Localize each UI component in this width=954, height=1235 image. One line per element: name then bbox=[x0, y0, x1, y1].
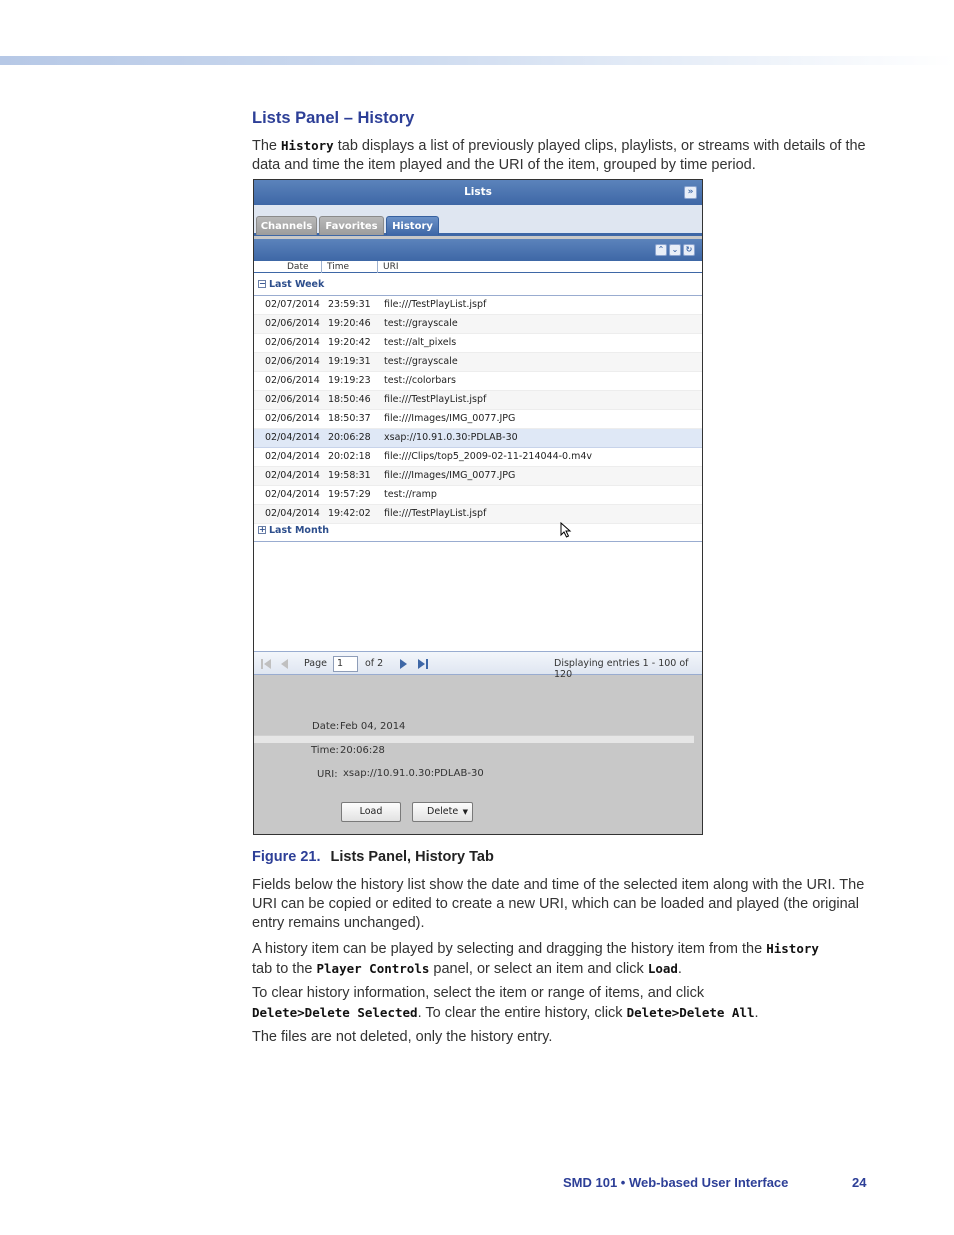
collapse-all-icon[interactable]: ⌄ bbox=[669, 244, 681, 256]
pager-toolbar bbox=[254, 651, 702, 680]
cell-time: 19:42:02 bbox=[328, 508, 371, 519]
cell-date: 02/04/2014 bbox=[265, 451, 320, 462]
grid-toolbar bbox=[254, 239, 702, 261]
cell-date: 02/06/2014 bbox=[265, 337, 320, 348]
group-last-month[interactable]: + Last Month bbox=[254, 519, 702, 542]
cell-uri: file:///Images/IMG_0077.JPG bbox=[384, 470, 516, 481]
page-count: of 2 bbox=[365, 658, 384, 669]
paragraph-play: A history item can be played by selecting and dragging the history item from the History tab to the Player Controls panel, or select an item and click Load. bbox=[252, 941, 819, 977]
detail-time-label: Time: bbox=[311, 745, 339, 756]
table-row[interactable] bbox=[254, 372, 702, 391]
cell-date: 02/04/2014 bbox=[265, 470, 320, 481]
code-history: History bbox=[281, 138, 334, 153]
displaying-entries: Displaying entries 1 - 100 of 120 bbox=[554, 658, 689, 680]
cell-time: 18:50:37 bbox=[328, 413, 371, 424]
table-row[interactable] bbox=[254, 391, 702, 410]
cell-uri: test://grayscale bbox=[384, 356, 458, 367]
page-number: 24 bbox=[852, 1175, 867, 1190]
cell-uri: test://alt_pixels bbox=[384, 337, 457, 348]
code-player-controls: Player Controls bbox=[316, 961, 430, 976]
tab-strip bbox=[254, 205, 702, 236]
first-page-arrow-icon[interactable] bbox=[264, 659, 271, 669]
column-headers bbox=[254, 261, 702, 273]
table-row[interactable] bbox=[254, 448, 702, 467]
cell-time: 19:19:31 bbox=[328, 356, 371, 367]
cell-uri: test://grayscale bbox=[384, 318, 458, 329]
paragraph-files: The files are not deleted, only the history entry. bbox=[252, 1029, 553, 1045]
history-grid bbox=[254, 273, 702, 651]
footer-title: SMD 101 • Web-based User Interface bbox=[563, 1175, 789, 1190]
cell-uri: file:///TestPlayList.jspf bbox=[384, 299, 487, 310]
cell-time: 18:50:46 bbox=[328, 394, 371, 405]
code-delete-all: Delete>Delete All bbox=[626, 1005, 755, 1020]
cell-time: 19:58:31 bbox=[328, 470, 371, 481]
paragraph-fields: Fields below the history list show the date and time of the selected item along with the URI. The URI can be copied or edited to create a new URI, which can be loaded and played (the original entry remains unchanged). bbox=[252, 877, 865, 931]
column-time[interactable]: Time bbox=[321, 261, 349, 273]
tab-channels[interactable]: Channels bbox=[256, 216, 317, 235]
cell-uri: file:///Images/IMG_0077.JPG bbox=[384, 413, 516, 424]
cell-date: 02/06/2014 bbox=[265, 413, 320, 424]
cell-date: 02/06/2014 bbox=[265, 318, 320, 329]
previous-page-icon[interactable] bbox=[281, 659, 288, 669]
last-page-icon[interactable] bbox=[418, 659, 425, 669]
next-page-icon[interactable] bbox=[400, 659, 407, 669]
first-page-icon[interactable] bbox=[261, 659, 263, 669]
table-row[interactable] bbox=[254, 296, 702, 315]
detail-time-value[interactable]: 20:06:28 bbox=[340, 745, 385, 756]
collapse-toggle-icon[interactable]: − bbox=[259, 279, 266, 288]
code-load: Load bbox=[647, 961, 678, 976]
header-band bbox=[0, 56, 954, 65]
lists-panel bbox=[253, 179, 703, 835]
cell-uri: xsap://10.91.0.30:PDLAB-30 bbox=[384, 432, 518, 443]
code-history-2: History bbox=[766, 941, 819, 956]
cell-time: 20:02:18 bbox=[328, 451, 371, 462]
table-row[interactable] bbox=[254, 353, 702, 372]
table-row[interactable] bbox=[254, 315, 702, 334]
column-uri[interactable]: URI bbox=[377, 261, 399, 273]
expand-toggle-icon[interactable]: + bbox=[259, 525, 266, 534]
tab-favorites[interactable]: Favorites bbox=[319, 216, 384, 235]
cell-date: 02/07/2014 bbox=[265, 299, 320, 310]
panel-title: Lists bbox=[254, 180, 702, 205]
table-row[interactable] bbox=[254, 429, 702, 448]
cell-time: 20:06:28 bbox=[328, 432, 371, 443]
mouse-cursor-icon bbox=[560, 522, 572, 538]
cell-uri: file:///Clips/top5_2009-02-11-214044-0.m4v bbox=[384, 451, 593, 462]
detail-date-value[interactable]: Feb 04, 2014 bbox=[340, 721, 406, 732]
cell-uri: file:///TestPlayList.jspf bbox=[384, 394, 487, 405]
table-row[interactable] bbox=[254, 467, 702, 486]
page-label: Page bbox=[304, 658, 327, 669]
cell-uri: test://colorbars bbox=[384, 375, 456, 386]
cell-date: 02/06/2014 bbox=[265, 394, 320, 405]
detail-date-label: Date: bbox=[312, 721, 340, 732]
cell-time: 19:57:29 bbox=[328, 489, 371, 500]
cell-time: 19:20:42 bbox=[328, 337, 371, 348]
table-row[interactable] bbox=[254, 486, 702, 505]
figure-caption: Figure 21. Lists Panel, History Tab bbox=[252, 849, 494, 865]
cell-date: 02/06/2014 bbox=[265, 356, 320, 367]
column-date[interactable]: Date bbox=[287, 262, 309, 272]
cell-time: 19:20:46 bbox=[328, 318, 371, 329]
page-number-input[interactable]: 1 bbox=[333, 656, 358, 672]
delete-button[interactable]: Delete ▼ bbox=[412, 802, 473, 822]
group-last-week[interactable]: − Last Week bbox=[254, 273, 702, 296]
tab-history[interactable]: History bbox=[386, 216, 439, 235]
code-delete-selected: Delete>Delete Selected bbox=[252, 1005, 418, 1020]
section-title: Lists Panel – History bbox=[252, 109, 415, 127]
table-row[interactable] bbox=[254, 410, 702, 429]
expand-all-icon[interactable]: ⌃ bbox=[655, 244, 667, 256]
refresh-icon[interactable]: ↻ bbox=[683, 244, 695, 256]
uri-field[interactable]: xsap://10.91.0.30:PDLAB-30 bbox=[343, 768, 484, 779]
detail-uri-label: URI: bbox=[317, 769, 338, 780]
cell-date: 02/06/2014 bbox=[265, 375, 320, 386]
cell-date: 02/04/2014 bbox=[265, 432, 320, 443]
last-page-bar-icon bbox=[426, 659, 428, 669]
intro-paragraph: The History tab displays a list of previously played clips, playlists, or streams with details of the data and time the item played and the URI of the item, grouped by time period. bbox=[252, 138, 866, 173]
cell-uri: file:///TestPlayList.jspf bbox=[384, 508, 487, 519]
load-button[interactable]: Load bbox=[341, 802, 401, 822]
cell-uri: test://ramp bbox=[384, 489, 437, 500]
horizontal-scrollbar[interactable] bbox=[254, 735, 694, 743]
table-row[interactable] bbox=[254, 334, 702, 353]
cell-date: 02/04/2014 bbox=[265, 508, 320, 519]
paragraph-clear: To clear history information, select the item or range of items, and click Delete>Delete Selected. To clear the entire history, click Delete>Delete All. bbox=[252, 985, 759, 1021]
cell-time: 23:59:31 bbox=[328, 299, 371, 310]
cell-time: 19:19:23 bbox=[328, 375, 371, 386]
cell-date: 02/04/2014 bbox=[265, 489, 320, 500]
collapse-panel-icon[interactable]: » bbox=[684, 186, 697, 199]
dropdown-arrow-icon: ▼ bbox=[462, 808, 468, 816]
